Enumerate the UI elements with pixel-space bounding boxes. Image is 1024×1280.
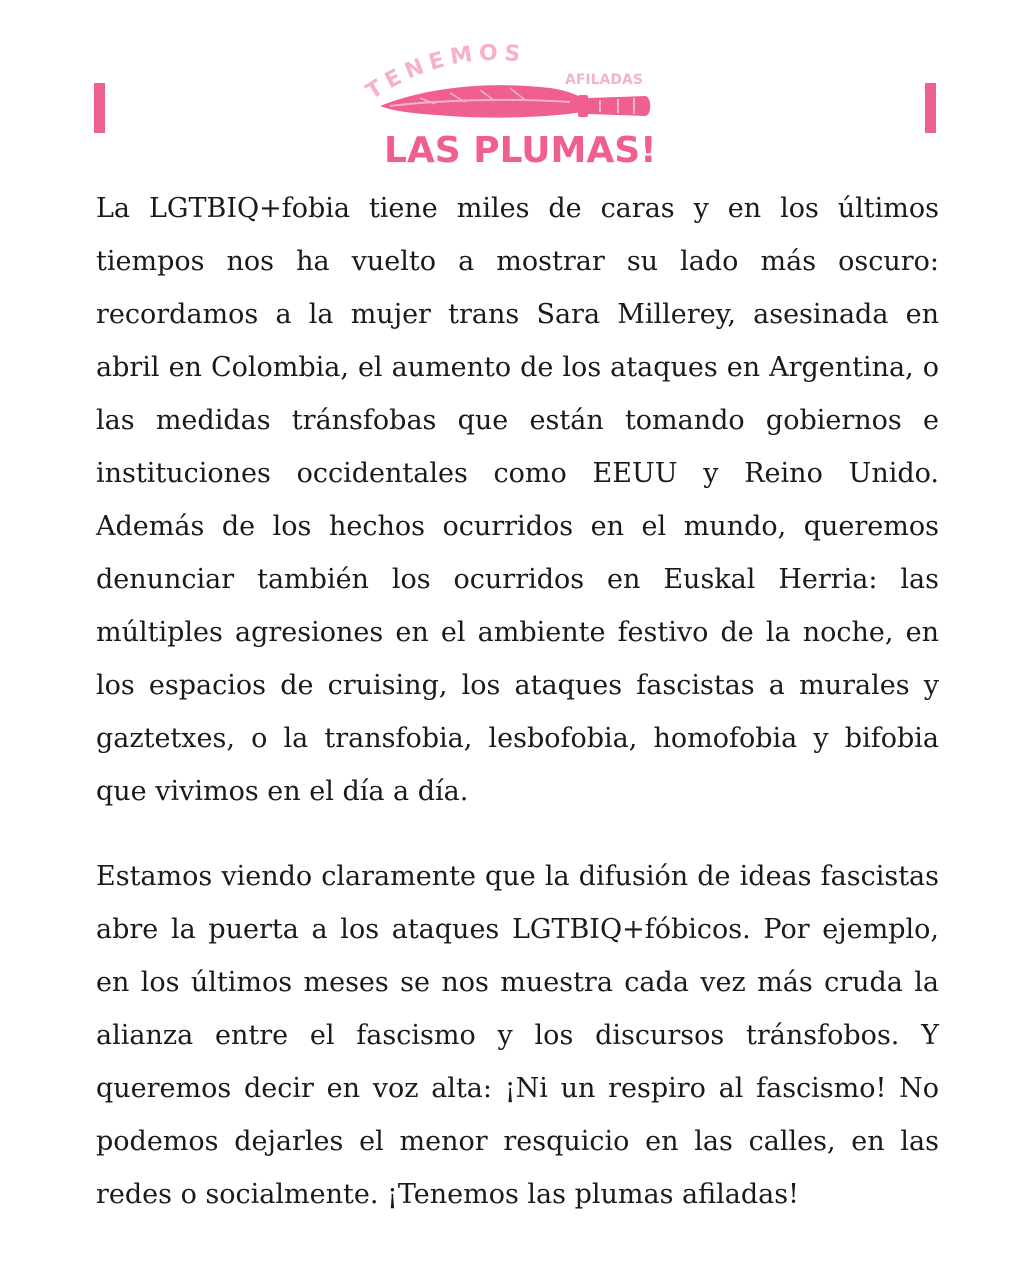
logo <box>360 40 660 170</box>
logo-word-small: AFILADAS <box>565 72 643 88</box>
logo-word-top: TENEMOS <box>361 40 528 105</box>
logo-word-main: LAS PLUMAS! <box>384 130 657 170</box>
left-accent-bar <box>94 83 105 133</box>
right-accent-bar <box>925 83 936 133</box>
feather-knife-icon <box>360 40 660 170</box>
body-paragraph-1: La LGTBIQ+fobia tiene miles de caras y en los últimos tiempos nos ha vuelto a mostrar su lado más oscuro: recordamos a la mujer trans Sara Millerey, asesinada en abril en Colombia, el aumento de los ataques en Argentina, o las medidas tránsfobas que están tomando gobiernos e instituciones occidentales como EEUU y Reino Unido. Además de los hechos ocurridos en el mundo, queremos denunciar también los ocurridos en Euskal Herria: las múltiples agresiones en el ambiente festivo de la noche, en los espacios de cruising, los ataques fascistas a murales y gaztetxes, o la transfobia, lesbofobia, homofobia y bifobia que vivimos en el día a día. <box>96 193 939 807</box>
feather-knife-graphic <box>380 85 650 117</box>
body-paragraph-2: Estamos viendo claramente que la difusión de ideas fascistas abre la puerta a los ataques LGTBIQ+fóbicos. Por ejemplo, en los últimos meses se nos muestra cada vez más cruda la alianza entre el fascismo y los discursos tránsfobos. Y queremos decir en voz alta: ¡Ni un respiro al fascismo! No podemos dejarles el menor resquicio en las calles, en las redes o socialmente. ¡Tenemos las plumas afiladas! <box>96 861 939 1210</box>
